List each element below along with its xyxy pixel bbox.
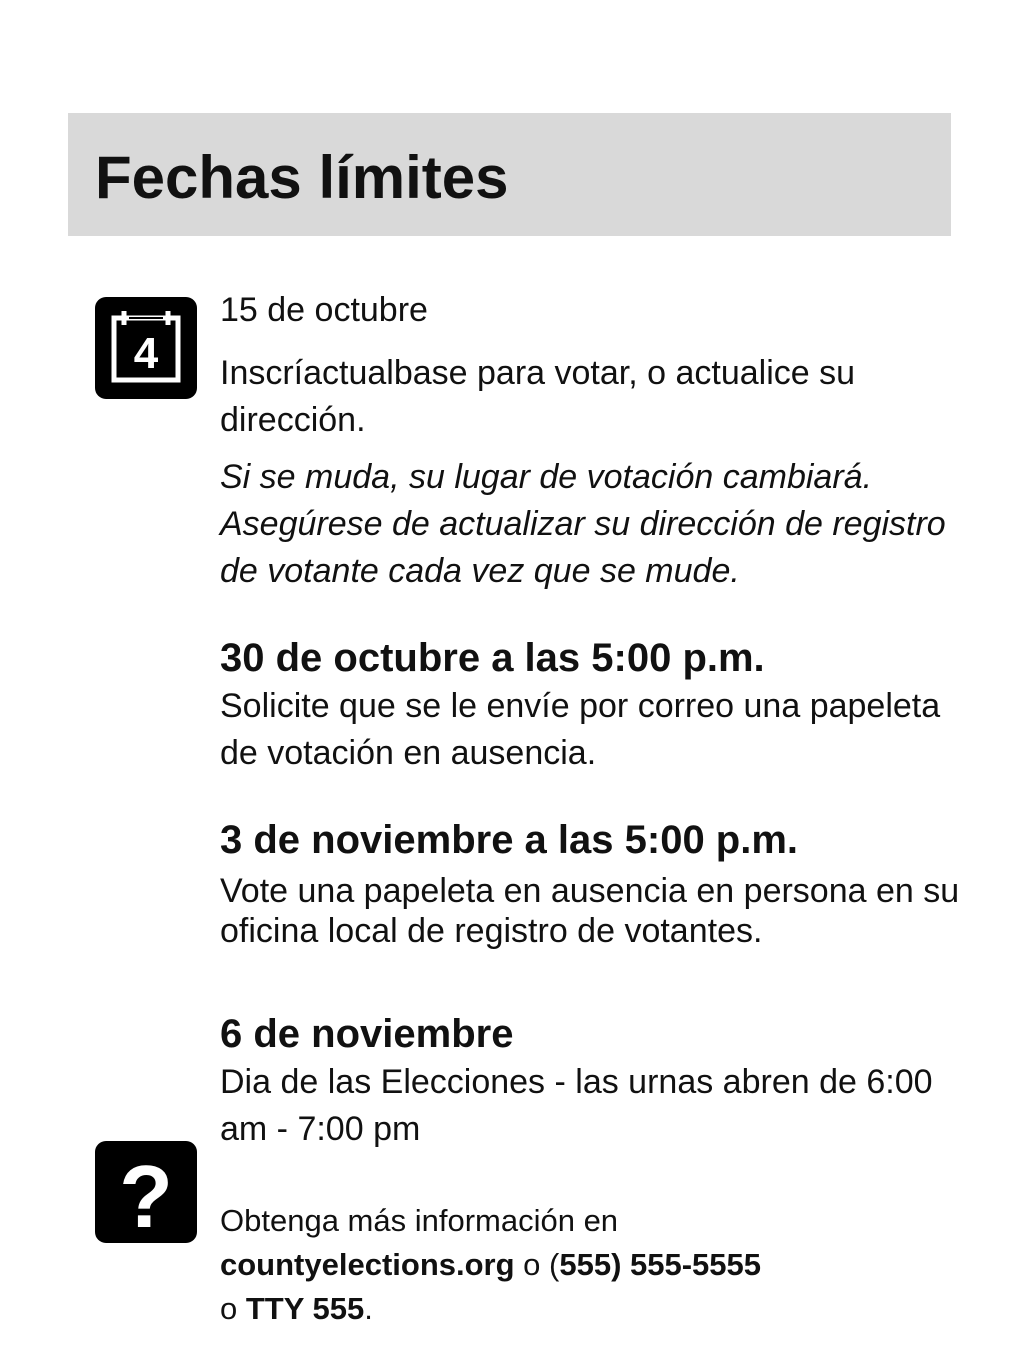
deadline-1-date: 15 de octubre [220, 291, 428, 329]
phone-number[interactable]: 555) 555-5555 [559, 1247, 762, 1282]
deadline-1-text: Inscríactualbase para votar, o actualice su dirección. [220, 354, 856, 439]
calendar-icon [95, 297, 197, 399]
deadline-4 [220, 1009, 960, 1153]
more-info-intro: Obtenga más información en [220, 1203, 619, 1238]
deadline-3-date: 3 de noviembre a las 5:00 p.m. [220, 818, 799, 862]
deadline-2 [220, 633, 960, 777]
deadline-1 [220, 287, 960, 595]
deadline-3 [220, 815, 960, 951]
deadline-2-text: Solicite que se le envíe por correo una papeleta de votación en ausencia. [220, 687, 941, 772]
or-text-2: o [220, 1291, 246, 1326]
deadline-4-date: 6 de noviembre [220, 1012, 514, 1056]
or-text: o ( [514, 1247, 560, 1282]
more-info [220, 1199, 960, 1331]
page-title: Fechas límites [95, 144, 509, 211]
tty-number[interactable]: TTY 555 [245, 1291, 365, 1326]
header-banner [68, 113, 951, 236]
deadline-1-note: Si se muda, su lugar de votación cambiará. Asegúrese de actualizar su dirección de registro de votante cada vez que se mude. [220, 458, 946, 590]
deadline-4-text: Dia de las Elecciones - las urnas abren de 6:00 am - 7:00 pm [220, 1063, 933, 1148]
deadline-3-text: Vote una papeleta en ausencia en persona en su oficina local de registro de votantes. [220, 872, 960, 950]
calendar-number: 4 [133, 329, 159, 378]
period: . [364, 1291, 373, 1326]
deadline-2-date: 30 de octubre a las 5:00 p.m. [220, 636, 765, 680]
question-glyph: ? [119, 1147, 173, 1243]
question-icon [95, 1141, 197, 1243]
website-link[interactable]: countyelections.org [220, 1247, 515, 1282]
